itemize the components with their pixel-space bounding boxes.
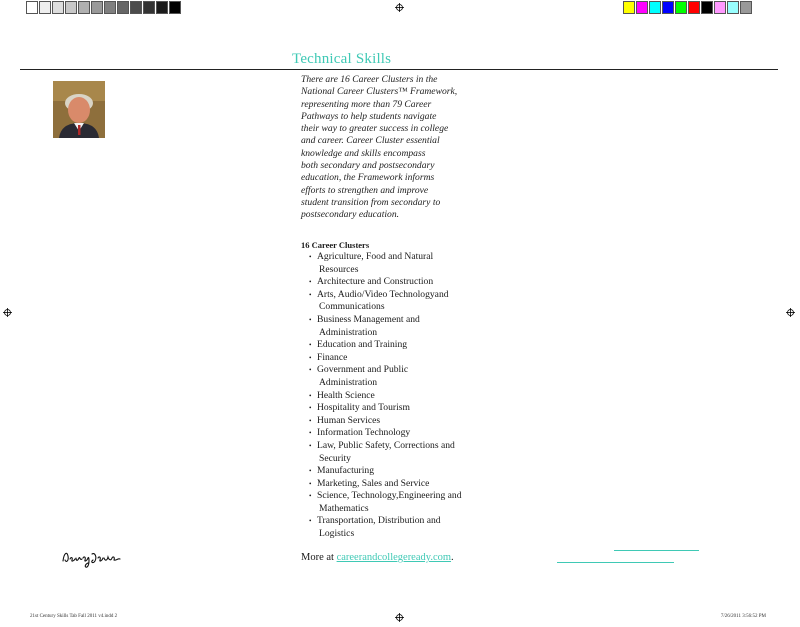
registration-mark-icon	[395, 613, 404, 622]
author-portrait-photo	[53, 81, 105, 138]
registration-mark-icon	[786, 308, 795, 317]
color-swatch	[649, 1, 661, 14]
cluster-name-text: Security	[319, 452, 351, 464]
cluster-list-item	[309, 390, 509, 403]
bullet-icon: •	[309, 253, 312, 261]
cluster-list-item	[309, 352, 509, 365]
cluster-name-text: Administration	[319, 376, 378, 388]
cluster-list-item	[309, 478, 509, 491]
bullet-icon: •	[309, 366, 312, 375]
cluster-name-text: Arts, Audio/Video Technologyand	[317, 288, 449, 300]
cluster-name-text: Administration	[319, 326, 378, 338]
cluster-list-item	[309, 402, 509, 415]
color-swatch	[662, 1, 674, 14]
gray-swatch	[130, 1, 142, 14]
color-swatch	[701, 1, 713, 14]
registration-mark-icon	[395, 3, 404, 12]
cluster-name-text: Business Management and	[317, 313, 420, 325]
intro-line: Pathways to help students navigate	[301, 110, 437, 122]
cluster-name-text: Architecture and Construction	[317, 276, 434, 288]
cluster-list-item	[309, 515, 509, 540]
cluster-name-text: Education and Training	[317, 339, 408, 351]
more-info-line	[301, 552, 454, 563]
intro-line: representing more than 79 Career	[301, 98, 432, 110]
career-clusters-heading: 16 Career Clusters	[301, 240, 370, 250]
bullet-icon: •	[309, 391, 312, 400]
cluster-list-item	[309, 465, 509, 478]
cluster-name-text: Government and Public	[317, 364, 409, 376]
career-college-ready-link[interactable]: careerandcollegeready.com	[336, 552, 452, 563]
color-swatch	[714, 1, 726, 14]
gray-swatch	[104, 1, 116, 14]
cluster-list-item	[309, 314, 509, 339]
gray-swatch	[39, 1, 51, 14]
cluster-list-item	[309, 251, 509, 276]
cluster-name-text: Human Services	[317, 414, 381, 426]
intro-line: their way to greater success in college	[301, 123, 449, 135]
cluster-name-text: Science, Technology,Engineering and	[317, 490, 462, 502]
bullet-icon: •	[309, 290, 312, 299]
more-suffix: .	[451, 552, 454, 563]
color-swatch	[623, 1, 635, 14]
page-title: Technical Skills	[292, 51, 392, 67]
gray-swatch	[65, 1, 77, 14]
cluster-list-item	[309, 364, 509, 389]
color-swatch	[636, 1, 648, 14]
bullet-icon: •	[309, 517, 312, 526]
gray-swatch	[156, 1, 168, 14]
intro-line: knowledge and skills encompass	[301, 147, 426, 159]
intro-line: both secondary and postsecondary	[301, 160, 435, 172]
footer-file-slug: 21st Century Skills Tab Fall 2011 v4.indd 2	[30, 614, 118, 619]
cluster-list-item	[309, 490, 509, 515]
cluster-name-text: Marketing, Sales and Service	[317, 477, 430, 489]
gray-swatch	[26, 1, 38, 14]
title-divider	[20, 69, 778, 70]
intro-line: There are 16 Career Clusters in the	[301, 74, 438, 85]
intro-line: student transition from secondary to	[301, 196, 441, 208]
color-swatch	[727, 1, 739, 14]
bullet-icon: •	[309, 429, 312, 438]
registration-mark-icon	[3, 308, 12, 317]
bullet-icon: •	[309, 353, 312, 362]
gray-swatch	[91, 1, 103, 14]
gray-swatch	[169, 1, 181, 14]
cluster-name-text: Manufacturing	[317, 465, 375, 477]
more-prefix: More at	[301, 552, 337, 563]
decorative-accent-line	[614, 550, 699, 551]
gray-swatch	[78, 1, 90, 14]
cluster-name-text: Mathematics	[319, 502, 369, 514]
footer-timestamp: 7/26/2011 3:56:52 PM	[720, 614, 766, 619]
cluster-name-text: Law, Public Safety, Corrections and	[317, 439, 455, 451]
bullet-icon: •	[309, 341, 312, 350]
cluster-name-text: Logistics	[319, 528, 355, 540]
cluster-name-text: Communications	[319, 301, 385, 313]
career-clusters-list	[309, 251, 509, 541]
cluster-name-text: Resources	[319, 263, 359, 275]
gray-swatch	[52, 1, 64, 14]
bullet-icon: •	[309, 278, 312, 287]
cluster-list-item	[309, 339, 509, 352]
cluster-list-item	[309, 415, 509, 428]
intro-line: postsecondary education.	[301, 209, 400, 221]
intro-line: National Career Clusters™ Framework,	[301, 86, 458, 98]
color-swatch	[675, 1, 687, 14]
cluster-list-item	[309, 276, 509, 289]
gray-swatch	[117, 1, 129, 14]
bullet-icon: •	[309, 404, 312, 413]
bullet-icon: •	[309, 467, 312, 476]
grayscale-color-bar	[26, 1, 182, 14]
bullet-icon: •	[309, 416, 312, 425]
bullet-icon: •	[309, 479, 312, 488]
bullet-icon: •	[309, 315, 312, 324]
intro-line: and career. Career Cluster essential	[301, 135, 440, 147]
cluster-name-text: Transportation, Distribution and	[317, 515, 441, 527]
cluster-name-text: Finance	[317, 351, 348, 363]
cluster-name-text: Agriculture, Food and Natural	[317, 251, 434, 262]
cluster-name-text: Hospitality and Tourism	[317, 402, 410, 414]
process-color-bar	[623, 1, 753, 14]
cluster-name-text: Information Technology	[317, 427, 411, 439]
cluster-list-item	[309, 440, 509, 465]
bullet-icon: •	[309, 492, 312, 501]
bullet-icon: •	[309, 441, 312, 450]
color-swatch	[688, 1, 700, 14]
cluster-name-text: Health Science	[317, 389, 375, 401]
intro-line: education, the Framework informs	[301, 172, 435, 184]
handwritten-signature	[60, 547, 128, 574]
intro-line: efforts to strengthen and improve	[301, 184, 429, 196]
gray-swatch	[143, 1, 155, 14]
intro-paragraph	[301, 74, 491, 222]
color-swatch	[740, 1, 752, 14]
cluster-list-item	[309, 289, 509, 314]
cluster-list-item	[309, 427, 509, 440]
decorative-accent-line	[557, 562, 674, 563]
